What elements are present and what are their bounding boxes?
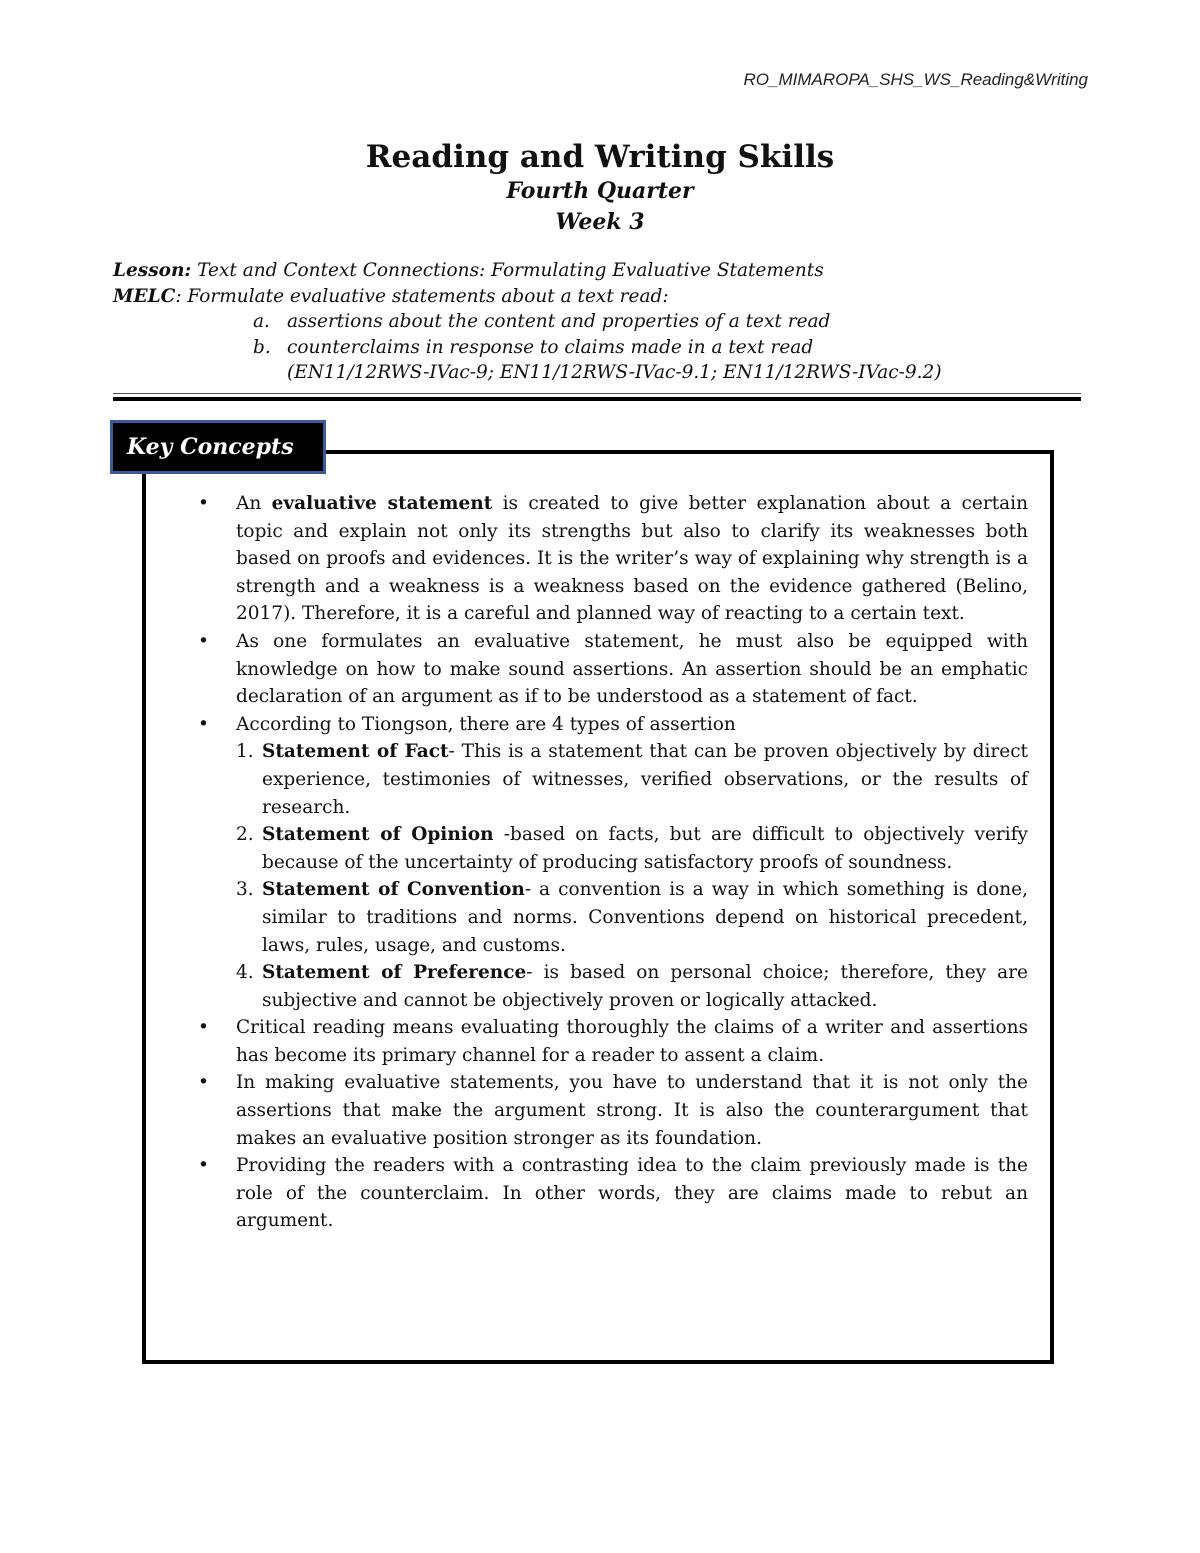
melc-label: MELC bbox=[113, 285, 176, 307]
melc-text: : Formulate evaluative statements about a text read: bbox=[175, 285, 669, 307]
assertion-type-desc: -based on facts, but are difficult to objectively verify because of the uncertainty of producing satisfactory proofs of soundness. bbox=[262, 824, 1028, 873]
assertion-type-number: 4. bbox=[236, 962, 254, 984]
week-subtitle: Week 3 bbox=[555, 209, 645, 235]
bullet-dot: • bbox=[198, 713, 209, 735]
assertion-type-desc: - This is a statement that can be proven objectively by direct experience, testimonies of witnesses, verified observations, or the results of research. bbox=[262, 741, 1028, 818]
assertion-type-term: Statement of Opinion bbox=[262, 824, 494, 846]
bullet-dot: • bbox=[198, 1155, 209, 1177]
key-concepts-content bbox=[198, 490, 1028, 1235]
divider-thick bbox=[113, 397, 1081, 401]
assertion-type-desc: - is based on personal choice; therefore, they are subjective and cannot be objectively proven or logically attacked. bbox=[262, 962, 1028, 1011]
quarter-subtitle: Fourth Quarter bbox=[506, 178, 694, 204]
bullet-item bbox=[198, 628, 1028, 711]
key-concepts-tab: Key Concepts bbox=[110, 420, 326, 474]
melc-item-marker: b. bbox=[253, 336, 271, 358]
bullet-text-post: is created to give better explanation about a certain topic and explain not only its strengths but also to clarify its weaknesses both based on proofs and evidences. It is the writer’s way of explaining why strength is a strength and a weakness is a weakness based on the evidence gathered (Belino, 2017). Therefore, it is a careful and planned way of reacting to a certain text. bbox=[236, 493, 1028, 625]
melc-codes: (EN11/12RWS-IVac-9; EN11/12RWS-IVac-9.1; EN11/12RWS-IVac-9.2) bbox=[287, 362, 942, 383]
title-block bbox=[0, 138, 1200, 238]
lesson-info bbox=[113, 258, 1093, 386]
bullet-text: Critical reading means evaluating thoroughly the claims of a writer and assertions has become its primary channel for a reader to assent a claim. bbox=[236, 1017, 1028, 1066]
melc-item-marker: a. bbox=[253, 311, 270, 332]
page-header-code: RO_MIMAROPA_SHS_WS_Reading&Writing bbox=[743, 70, 1088, 89]
assertion-type-term: Statement of Fact bbox=[262, 741, 449, 763]
bullet-dot: • bbox=[198, 493, 209, 514]
lesson-line bbox=[113, 258, 1093, 284]
bullet-text: As one formulates an evaluative statement, he must also be equipped with knowledge on how to make sound assertions. An assertion should be an emphatic declaration of an argument as if to be understood as a statement of fact. bbox=[236, 630, 1028, 708]
bullet-item bbox=[198, 1014, 1028, 1069]
bullet-item bbox=[198, 1069, 1028, 1152]
assertion-type-term: Statement of Convention bbox=[262, 879, 525, 901]
assertion-type-number: 3. bbox=[236, 879, 254, 901]
bullet-dot: • bbox=[198, 630, 209, 652]
bullet-text: According to Tiongson, there are 4 types of assertion bbox=[236, 713, 736, 735]
bullet-text: In making evaluative statements, you have to understand that it is not only the assertions that make the argument strong. It is also the counterargument that makes an evaluative position stronger as its foundation. bbox=[236, 1072, 1028, 1149]
assertion-type-item bbox=[198, 959, 1028, 1014]
melc-item bbox=[113, 335, 1093, 361]
assertion-type-item bbox=[198, 876, 1028, 959]
assertion-type-term: Statement of Preference bbox=[262, 962, 527, 984]
divider-thin bbox=[113, 393, 1081, 394]
bullet-item bbox=[198, 490, 1028, 628]
bullet-text-pre: An bbox=[236, 493, 272, 514]
bullet-item bbox=[198, 1152, 1028, 1235]
assertion-type-number: 1. bbox=[236, 741, 254, 763]
assertion-type-item bbox=[198, 821, 1028, 876]
bullet-item bbox=[198, 711, 1028, 739]
lesson-label: Lesson: bbox=[113, 260, 192, 281]
bullet-dot: • bbox=[198, 1017, 209, 1039]
melc-item-text: counterclaims in response to claims made in a text read bbox=[287, 336, 814, 358]
bullet-text: Providing the readers with a contrasting idea to the claim previously made is the role of the counterclaim. In other words, they are claims made to rebut an argument. bbox=[236, 1155, 1028, 1232]
document-title: Reading and Writing Skills bbox=[365, 139, 835, 175]
bullet-bold-term: evaluative statement bbox=[271, 493, 493, 514]
assertion-type-number: 2. bbox=[236, 824, 254, 846]
melc-item-text: assertions about the content and properties of a text read bbox=[287, 311, 831, 332]
assertion-type-item bbox=[198, 738, 1028, 821]
assertion-type-desc: - a convention is a way in which something is done, similar to traditions and norms. Conventions depend on historical precedent, laws, rules, usage, and customs. bbox=[262, 879, 1029, 956]
bullet-dot: • bbox=[198, 1072, 209, 1094]
melc-item bbox=[113, 309, 1093, 335]
melc-line bbox=[113, 284, 1093, 310]
lesson-text: Text and Context Connections: Formulating Evaluative Statements bbox=[197, 260, 824, 281]
